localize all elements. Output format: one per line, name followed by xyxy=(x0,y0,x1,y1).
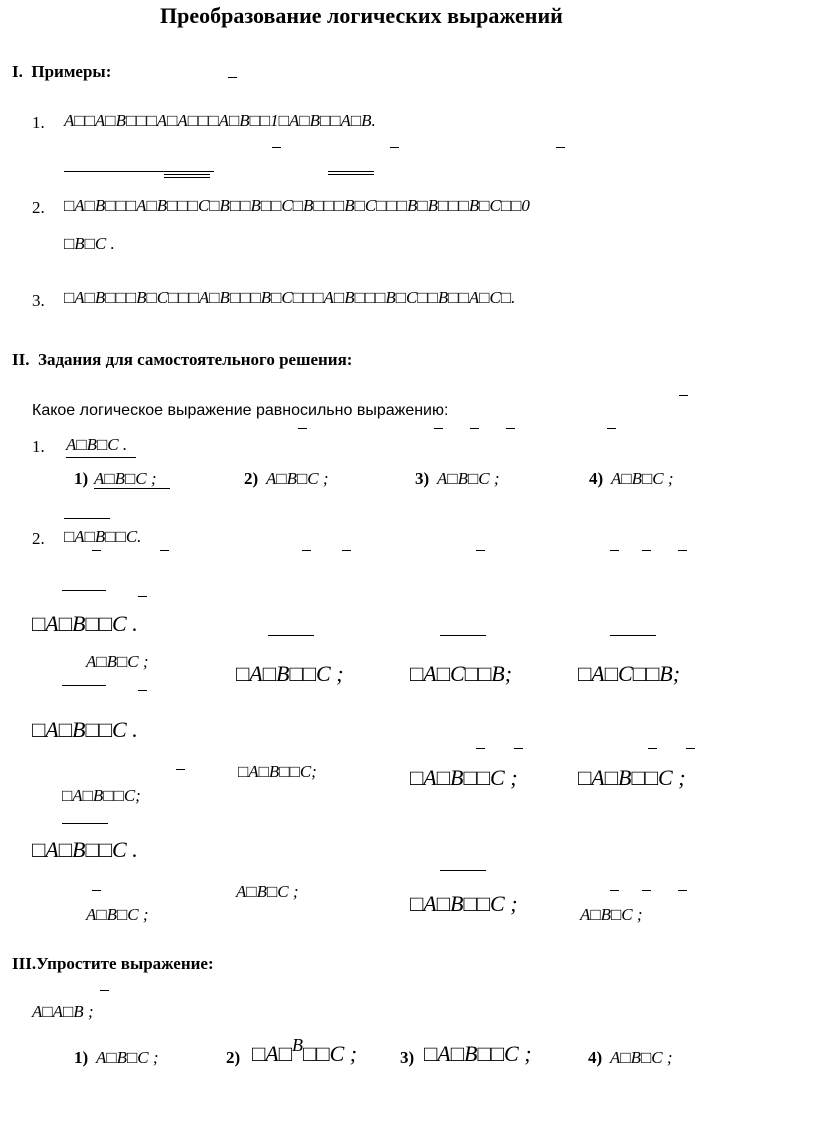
task-1-number: 1. xyxy=(32,437,45,456)
option-number: 2) xyxy=(226,1048,241,1067)
row-3-option-1: A□B□C ; xyxy=(86,652,149,671)
negation-bar xyxy=(434,428,443,429)
example-3-expression: □A□B□□□B□C□□□A□B□□□B□C□□□A□B□□□B□C□□B□□A□C□. xyxy=(64,288,516,307)
negation-bar xyxy=(92,890,101,891)
example-2-number: 2. xyxy=(32,198,45,217)
simplify-option-2-superscript: B xyxy=(292,1035,304,1055)
task-1-option-4: A□B□C ; xyxy=(611,469,674,488)
row-5-option-1: A□B□C ; xyxy=(86,905,149,924)
simplify-option-2-prefix: □A□ xyxy=(252,1041,293,1066)
example-3-number: 3. xyxy=(32,291,45,310)
negation-bar xyxy=(176,769,185,770)
row-3-option-3: □A□C□□B; xyxy=(410,661,513,686)
negation-bar xyxy=(160,550,169,551)
page-title: Преобразование логических выражений xyxy=(160,3,563,28)
option-number: 1) xyxy=(74,1048,89,1067)
row-4-option-2: □A□B□□C; xyxy=(238,762,317,781)
negation-bar xyxy=(302,550,311,551)
negation-bar xyxy=(686,748,695,749)
negation-bar-long xyxy=(62,590,106,591)
negation-bar xyxy=(610,890,619,891)
negation-bar-long xyxy=(64,518,110,519)
row-3-option-4: □A□C□□B; xyxy=(578,661,681,686)
negation-bar xyxy=(648,748,657,749)
simplify-option-2-suffix: □□C ; xyxy=(303,1041,358,1066)
option-number: 3) xyxy=(400,1048,415,1067)
negation-bar xyxy=(642,550,651,551)
negation-bar xyxy=(476,550,485,551)
negation-bar xyxy=(514,748,523,749)
row-5-option-4: A□B□C ; xyxy=(580,905,643,924)
task-2-number: 2. xyxy=(32,529,45,548)
double-negation-bar xyxy=(328,171,374,175)
negation-bar xyxy=(476,748,485,749)
negation-bar xyxy=(228,77,237,78)
negation-bar-long xyxy=(62,823,108,824)
negation-bar-long xyxy=(440,635,486,636)
negation-bar xyxy=(138,596,147,597)
option-number: 4) xyxy=(588,1048,603,1067)
option-number: 4) xyxy=(589,469,604,488)
option-number: 1) xyxy=(74,469,89,488)
simplify-option-4: A□B□C ; xyxy=(610,1048,673,1067)
task-1-option-1: A□B□C ; xyxy=(94,469,157,488)
negation-bar xyxy=(642,890,651,891)
negation-bar xyxy=(506,428,515,429)
example-2-expression: □A□B□□□A□B□□□C□B□□B□□C□B□□□B□C□□□B□B□□□B□C□□0 xyxy=(64,196,530,215)
negation-bar xyxy=(678,890,687,891)
simplify-option-1: A□B□C ; xyxy=(96,1048,159,1067)
row-3-expression: □A□B□□C . xyxy=(32,611,138,636)
negation-bar xyxy=(298,428,307,429)
negation-bar-long xyxy=(610,635,656,636)
negation-bar-long xyxy=(94,488,170,489)
row-3-option-2: □A□B□□C ; xyxy=(236,661,344,686)
row-4-option-4: □A□B□□C ; xyxy=(578,765,686,790)
negation-bar xyxy=(92,550,101,551)
task-1-option-3: A□B□C ; xyxy=(437,469,500,488)
negation-bar-long xyxy=(64,171,214,172)
row-4-expression: □A□B□□C . xyxy=(32,717,138,742)
negation-bar xyxy=(470,428,479,429)
negation-bar xyxy=(610,550,619,551)
example-1-number: 1. xyxy=(32,113,45,132)
negation-bar xyxy=(390,147,399,148)
task-1-expression: A□B□C . xyxy=(66,435,128,454)
section-2-heading: II. Задания для самостоятельного решения: xyxy=(12,350,353,369)
negation-bar-long xyxy=(66,457,136,458)
row-5-expression: □A□B□□C . xyxy=(32,837,138,862)
row-4-option-1: □A□B□□C; xyxy=(62,786,141,805)
negation-bar xyxy=(607,428,616,429)
negation-bar xyxy=(678,550,687,551)
row-4-option-3: □A□B□□C ; xyxy=(410,765,518,790)
negation-bar xyxy=(272,147,281,148)
section-3-heading: III.Упростите выражение: xyxy=(12,954,214,973)
negation-bar xyxy=(100,990,109,991)
option-number: 2) xyxy=(244,469,259,488)
simplify-option-3: □A□B□□C ; xyxy=(424,1041,532,1066)
section-1-heading: I. Примеры: xyxy=(12,62,112,81)
row-5-option-3: □A□B□□C ; xyxy=(410,891,518,916)
example-1-expression: A□□A□B□□□A□A□□□A□B□□1□A□B□□A□B. xyxy=(64,111,376,130)
negation-bar xyxy=(138,690,147,691)
row-5-option-2: A□B□C ; xyxy=(236,882,299,901)
negation-bar-long xyxy=(440,870,486,871)
task-1-option-2: A□B□C ; xyxy=(266,469,329,488)
task-2-expression: □A□B□□C. xyxy=(64,527,142,546)
negation-bar-long xyxy=(62,685,106,686)
negation-bar xyxy=(679,395,688,396)
task-question: Какое логическое выражение равносильно выражению: xyxy=(32,402,449,419)
option-number: 3) xyxy=(415,469,430,488)
negation-bar xyxy=(342,550,351,551)
double-negation-bar xyxy=(164,174,210,178)
example-2-continuation: □B□C . xyxy=(64,234,115,253)
negation-bar xyxy=(556,147,565,148)
simplify-expression: A□A□B ; xyxy=(32,1002,94,1021)
simplify-option-2 xyxy=(252,1035,358,1066)
negation-bar-long xyxy=(268,635,314,636)
